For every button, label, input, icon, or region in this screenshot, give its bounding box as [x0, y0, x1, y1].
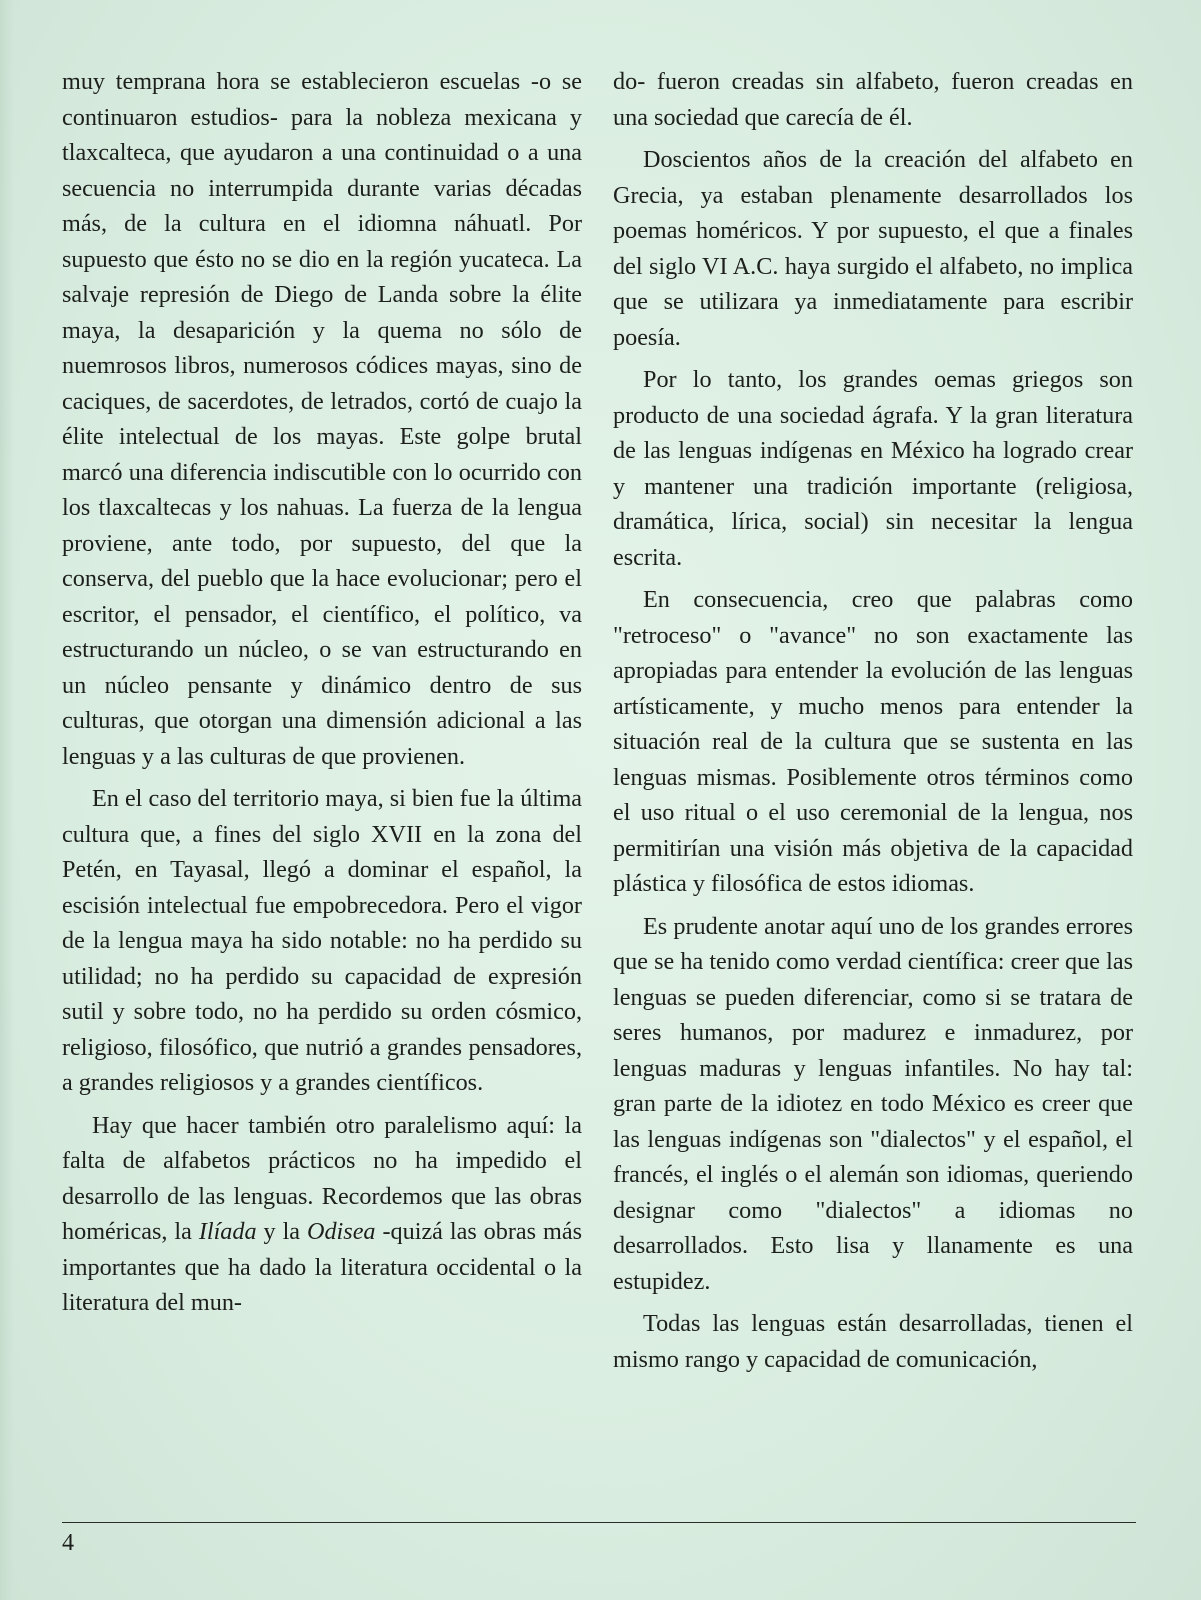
paragraph: do- fueron creadas sin alfabeto, fueron creadas en una sociedad que carecía de él. — [613, 68, 1133, 131]
paragraph-text: Hay que hacer también otro paralelismo aquí: la falta de alfabetos prácticos no ha impedido el desarrollo de las lenguas. Recordemos que las obras homéricas, la — [62, 1111, 582, 1245]
paragraph — [62, 1108, 582, 1321]
title-odyssey: Odisea — [307, 1218, 376, 1245]
title-iliad: Ilíada — [198, 1218, 257, 1245]
page-number: 4 — [62, 1530, 74, 1556]
paragraph-text: y la — [256, 1218, 307, 1245]
paragraph: Por lo tanto, los grandes oemas griegos son producto de una sociedad ágrafa. Y la gran literatura de las lenguas indígenas en México ha logrado crear y mantener una tradición importante (religiosa, dramática, lírica, social) sin necesitar la lengua escrita. — [613, 366, 1133, 571]
paragraph-text: -quizá las obras más importantes que ha dado la literatura occidental o la literatura del mun- — [62, 1218, 582, 1316]
paragraph: En el caso del territorio maya, si bien fue la última cultura que, a fines del siglo XVII en la zona del Petén, en Tayasal, llegó a dominar el español, la escisión intelectual fue empobrecedora. Pero el vigor de la lengua maya ha sido notable: no ha perdido su utilidad; no ha perdido su capacidad de expresión sutil y sobre todo, no ha perdido su orden cósmico, religioso, filosófico, que nutrió a grandes pensadores, a grandes religiosos y a grandes científicos. — [62, 785, 582, 1096]
paragraph: Es prudente anotar aquí uno de los grandes errores que se ha tenido como verdad científica: creer que las lenguas se pueden diferenciar, como si se tratara de seres humanos, por madurez e inmadurez, por lenguas maduras y lenguas infantiles. No hay tal: gran parte de la idiotez en todo México es creer que las lenguas indígenas son "dialectos" y el español, el francés, el inglés o el alemán son idiomas, queriendo designar como "dialectos" a idiomas no desarrollados. Esto lisa y llanamente es una estupidez. — [613, 912, 1133, 1295]
page-edge-shadow — [0, 0, 14, 1600]
right-column — [613, 64, 1133, 1384]
footer-rule — [62, 1522, 1136, 1523]
paragraph: En consecuencia, creo que palabras como "retroceso" o "avance" no son exactamente las apropiadas para entender la evolución de las lenguas artísticamente, y mucho menos para entender la situación real de la cultura que se sustenta en las lenguas mismas. Posiblemente otros términos como el uso ritual o el uso ceremonial de la lengua, nos permitirían una visión más objetiva de la capacidad plástica y filosófica de estos idiomas. — [613, 586, 1133, 897]
left-column — [62, 64, 582, 1328]
paragraph: Todas las lenguas están desarrolladas, tienen el mismo rango y capacidad de comunicación, — [613, 1310, 1133, 1373]
paragraph: Doscientos años de la creación del alfabeto en Grecia, ya estaban plenamente desarrollados los poemas homéricos. Y por supuesto, el que a finales del siglo VI A.C. haya surgido el alfabeto, no implica que se utilizara ya inmediatamente para escribir poesía. — [613, 146, 1133, 351]
paragraph: muy temprana hora se establecieron escuelas -o se continuaron estudios- para la nobleza mexicana y tlaxcalteca, que ayudaron a una continuidad o a una secuencia no interrumpida durante varias décadas más, de la cultura en el idiomna náhuatl. Por supuesto que ésto no se dio en la región yucateca. La salvaje represión de Diego de Landa sobre la élite maya, la desaparición y la quema no sólo de nuemrosos libros, numerosos códices mayas, sino de caciques, de sacerdotes, de letrados, cortó de cuajo la élite intelectual de los mayas. Este golpe brutal marcó una diferencia indiscutible con lo ocurrido con los tlaxcaltecas y los nahuas. La fuerza de la lengua proviene, ante todo, por supuesto, del que la conserva, del pueblo que la hace evolucionar; pero el escritor, el pensador, el científico, el político, va estructurando un núcleo, o se van estructurando en un núcleo pensante y dinámico dentro de sus culturas, que otorgan una dimensión adicional a las lenguas y a las culturas de que provienen. — [62, 68, 582, 770]
